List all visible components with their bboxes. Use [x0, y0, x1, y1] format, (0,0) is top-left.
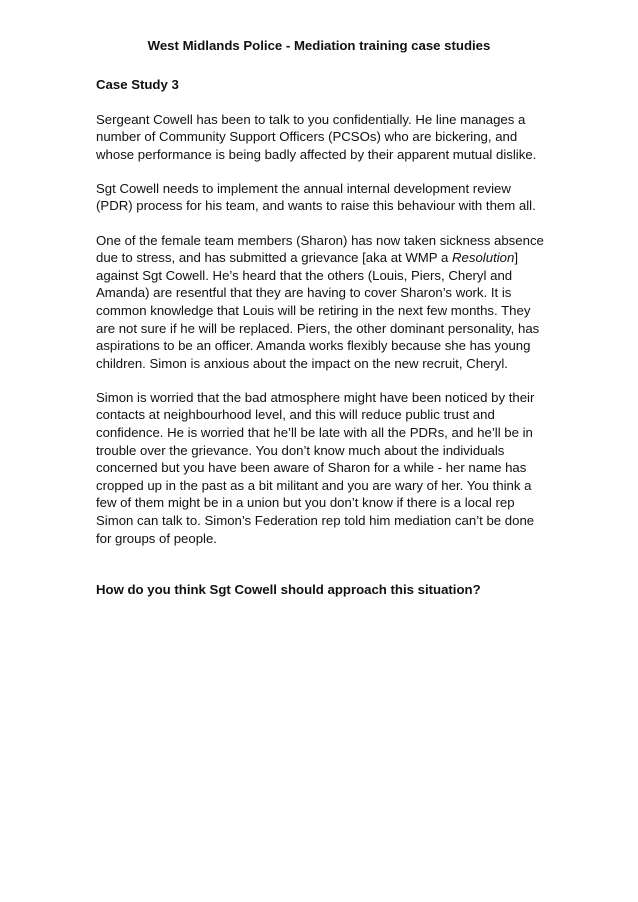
- paragraph-line: (PDR) process for his team, and wants to raise this behaviour with them all.: [96, 198, 536, 214]
- document-body: [96, 76, 546, 599]
- paragraph-3: [96, 232, 546, 373]
- paragraph-line: aspirations to be an officer. Amanda works flexibly because she has young: [96, 338, 531, 354]
- discussion-question: How do you think Sgt Cowell should approach this situation?: [96, 582, 481, 598]
- italic-resolution-term: Resolution: [452, 250, 515, 266]
- paragraph-line: number of Community Support Officers (PCSOs) who are bickering, and: [96, 129, 518, 145]
- paragraph-line: Simon can talk to. Simon’s Federation rep told him mediation can’t be done: [96, 512, 535, 528]
- paragraph-line: whose performance is being badly affected by their apparent mutual dislike.: [96, 146, 537, 162]
- document-header-title: West Midlands Police - Mediation training case studies: [147, 38, 491, 53]
- paragraph-line: against Sgt Cowell. He’s heard that the others (Louis, Piers, Cheryl and: [96, 267, 513, 283]
- paragraph-line: cropped up in the past as a bit militant and you are wary of her. You think a: [96, 477, 532, 493]
- paragraph-line: Sgt Cowell needs to implement the annual internal development review: [96, 180, 511, 196]
- paragraph-line: children. Simon is anxious about the impact on the new recruit, Cheryl.: [96, 355, 508, 371]
- paragraph-line-with-italic: due to stress, and has submitted a grievance [aka at WMP a Resolution]: [96, 250, 518, 266]
- paragraph-2: [96, 180, 546, 215]
- paragraph-line: common knowledge that Louis will be retiring in the next few months. They: [96, 302, 531, 318]
- paragraph-line: are not sure if he will be replaced. Piers, the other dominant personality, has: [96, 320, 540, 336]
- paragraph-1: [96, 111, 546, 164]
- case-study-heading: Case Study 3: [96, 77, 179, 92]
- paragraph-line: Amanda) are resentful that they are having to cover Sharon’s work. It is: [96, 285, 512, 301]
- paragraph-4: [96, 389, 546, 547]
- paragraph-line: Sergeant Cowell has been to talk to you confidentially. He line manages a: [96, 111, 526, 127]
- paragraph-line: few of them might be in a union but you don’t know if there is a local rep: [96, 495, 515, 511]
- paragraph-line: One of the female team members (Sharon) has now taken sickness absence: [96, 232, 544, 248]
- paragraph-line: trouble over the grievance. You don’t know much about the individuals: [96, 442, 505, 458]
- paragraph-line: for groups of people.: [96, 530, 217, 546]
- paragraph-line: concerned but you have been aware of Sharon for a while - her name has: [96, 460, 527, 476]
- paragraph-line: contacts at neighbourhood level, and this will reduce public trust and: [96, 407, 495, 423]
- paragraph-line: confidence. He is worried that he’ll be late with all the PDRs, and he’ll be in: [96, 425, 533, 440]
- paragraph-line: Simon is worried that the bad atmosphere might have been noticed by their: [96, 389, 535, 405]
